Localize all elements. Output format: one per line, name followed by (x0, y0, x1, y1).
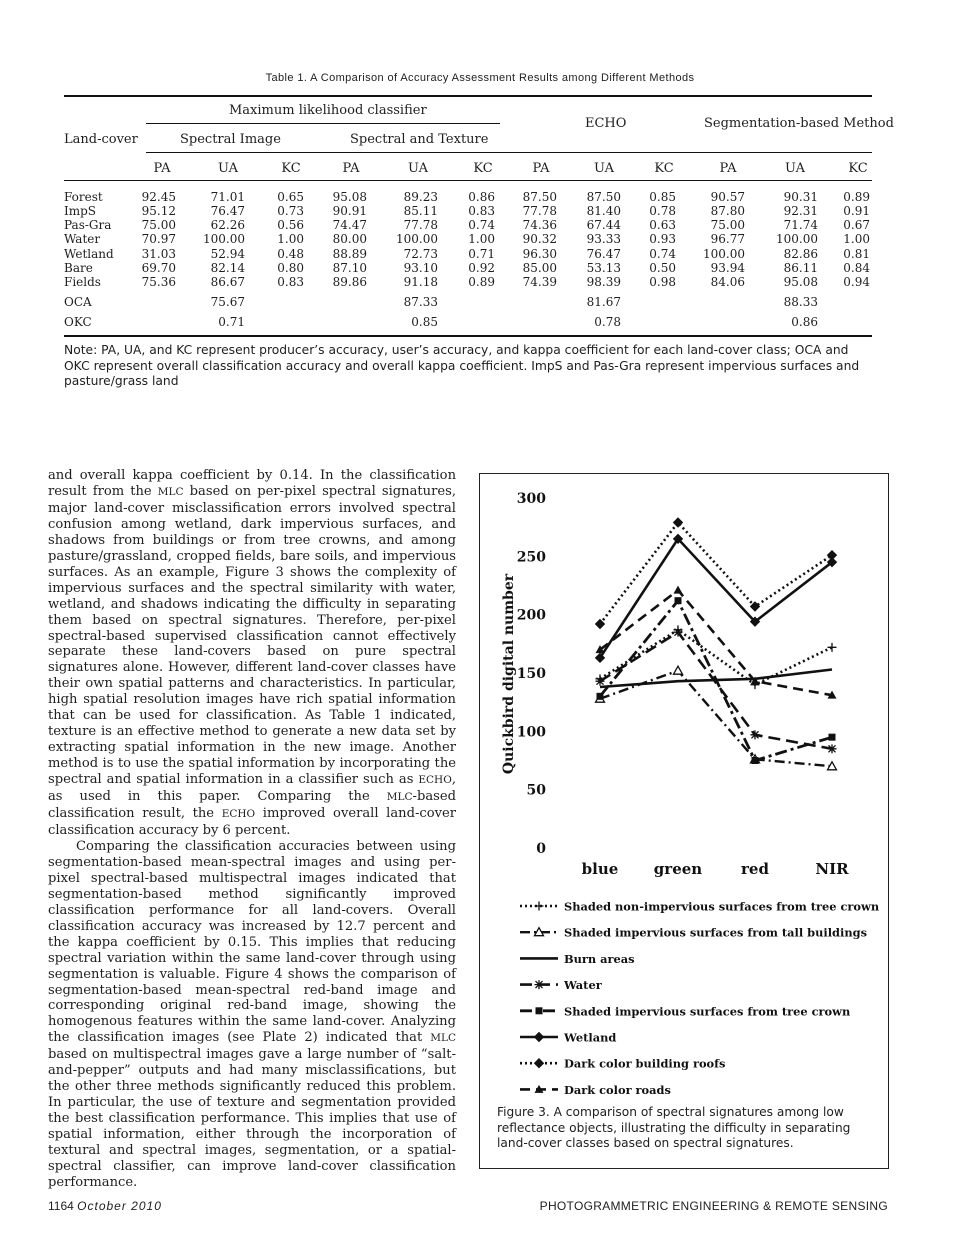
table-cell: 77.78 (522, 204, 557, 218)
table-cell: 90.31 (783, 190, 818, 204)
figure-caption: Figure 3. A comparison of spectral signatures among low reflectance objects, illustrating the difficulty in separating land-cover classes based on spectral signatures. (497, 1105, 851, 1151)
table-note: Note: PA, UA, and KC represent producer’s accuracy, user’s accuracy, and kappa coefficient for each land-cover class; OCA and OKC represent overall classification accuracy and overall kappa coefficient. ImpS and Pas-Gra represent impervious surfaces and pasture/grass land (64, 343, 860, 388)
table-cell: 71.01 (210, 190, 245, 204)
table-cell: 100.00 (203, 232, 245, 246)
page-number: 1164 (48, 1199, 74, 1213)
table-cell: 98.39 (586, 275, 621, 289)
table-cell: 0.86 (468, 190, 495, 204)
table-cell: 87.80 (710, 204, 745, 218)
table-cell: 90.32 (522, 232, 557, 246)
table-cell: 1.00 (843, 232, 870, 246)
table-cell: 82.86 (783, 247, 818, 261)
mlc-rule (146, 123, 500, 124)
table-cell: 75.36 (141, 275, 176, 289)
summary-cell: 75.67 (210, 295, 245, 309)
sub-header-ua-10: UA (785, 161, 805, 176)
table-cell: 0.92 (468, 261, 495, 275)
table-cell: 0.50 (649, 261, 676, 275)
sub-header-kc-2: KC (281, 161, 301, 176)
legend-label: Shaded impervious surfaces from tree crown (564, 1004, 851, 1019)
header-spectral-image: Spectral Image (180, 132, 281, 147)
table-top-rule (64, 95, 872, 97)
summary-cell: 88.33 (783, 295, 818, 309)
table-cell: 0.94 (843, 275, 870, 289)
sub-header-pa-9: PA (719, 161, 737, 176)
table-cell: 91.18 (403, 275, 438, 289)
header-segmentation: Segmentation-based Method (704, 116, 894, 131)
data-point (752, 757, 759, 764)
table-cell: 74.39 (522, 275, 557, 289)
journal-name: PHOTOGRAMMETRIC ENGINEERING & REMOTE SENSING (539, 1199, 888, 1213)
table-cell: 0.89 (843, 190, 870, 204)
table-cell: 90.57 (710, 190, 745, 204)
data-point (674, 518, 683, 527)
legend-marker (536, 1007, 543, 1014)
data-point (828, 744, 837, 753)
spectral-chart (480, 474, 888, 1099)
subheader-bottom-rule (64, 180, 872, 181)
table-cell: 81.40 (586, 204, 621, 218)
table-cell: 93.10 (403, 261, 438, 275)
legend-label: Burn areas (564, 951, 635, 966)
header-echo: ECHO (585, 116, 627, 131)
x-tick-label: red (741, 860, 769, 878)
sub-header-ua-4: UA (408, 161, 428, 176)
y-tick-label: 300 (516, 491, 546, 507)
legend-marker (535, 902, 544, 911)
table-cell: 67.44 (586, 218, 621, 232)
data-point (596, 620, 605, 629)
data-point (829, 734, 836, 741)
table-cell: 0.80 (277, 261, 304, 275)
table-cell: 69.70 (141, 261, 176, 275)
y-tick-label: 0 (536, 841, 546, 857)
table-cell: 82.14 (210, 261, 245, 275)
table-cell: 0.89 (468, 275, 495, 289)
table-cell: 93.94 (710, 261, 745, 275)
data-point (674, 666, 683, 674)
x-tick-label: blue (581, 860, 619, 878)
table-cell: 95.08 (783, 275, 818, 289)
table-cell: 0.83 (468, 204, 495, 218)
table-cell: 86.67 (210, 275, 245, 289)
data-point (675, 597, 682, 604)
table-cell: 74.47 (332, 218, 367, 232)
x-tick-label: NIR (815, 860, 849, 878)
series-line-5 (600, 539, 832, 658)
x-tick-label: green (653, 860, 703, 878)
data-point (596, 677, 605, 686)
row-label: ImpS (64, 204, 97, 218)
data-point (674, 586, 683, 594)
row-label: Water (64, 232, 101, 246)
sub-header-kc-8: KC (654, 161, 674, 176)
table-cell: 89.86 (332, 275, 367, 289)
summary-cell: 81.67 (586, 295, 621, 309)
table-cell: 75.00 (710, 218, 745, 232)
table-cell: 87.50 (586, 190, 621, 204)
table-cell: 0.65 (277, 190, 304, 204)
table-cell: 85.11 (403, 204, 438, 218)
table-cell: 95.12 (141, 204, 176, 218)
table-cell: 76.47 (210, 204, 245, 218)
table-cell: 1.00 (468, 232, 495, 246)
table-cell: 80.00 (332, 232, 367, 246)
y-tick-label: 50 (526, 782, 546, 799)
issue-date: October 2010 (77, 1199, 162, 1213)
body-paragraph-1: and overall kappa coefficient by 0.14. In the classification result from the MLC based on per-pixel spectral signatures, major land-cover misclassification errors involved spectral confusion among wetland, dark impervious surfaces, and shadows from buildings or from tree crowns, and among pasture/grassland, cropped fields, bare soils, and impervious surfaces. As an example, Figure 3 shows the complexity of impervious surfaces and the spectral similarity with water, wetland, and shadows indicating the difficulty in separating them based on spectral signatures. Therefore, per-pixel spectral-based supervised classification cannot effectively separate these land-covers based on pure spectral signatures alone. However, different land-cover classes have their own spatial patterns and characteristics. In particular, high spatial resolution images have rich spatial information that can be used for classification. As Table 1 indicated, texture is an effective method to generate a new data set by extracting spatial information in the new image. Another method is to use the spatial information by incorporating the spectral and spatial information in a classifier such as ECHO, as used in this paper. Comparing the MLC-based classification result, the ECHO improved overall land-cover classification accuracy by 6 percent. (48, 468, 457, 838)
table-cell: 0.84 (843, 261, 870, 275)
data-point (674, 628, 683, 637)
series-line-4 (600, 601, 832, 761)
legend-label: Wetland (564, 1030, 617, 1045)
table-cell: 52.94 (210, 247, 245, 261)
table-bottom-rule (64, 335, 872, 337)
table-cell: 92.45 (141, 190, 176, 204)
table-cell: 74.36 (522, 218, 557, 232)
table-cell: 85.00 (522, 261, 557, 275)
summary-label: OCA (64, 295, 92, 309)
data-point (828, 643, 837, 652)
sub-header-kc-5: KC (473, 161, 493, 176)
table-cell: 0.93 (649, 232, 676, 246)
legend-marker (535, 980, 544, 989)
series-line-6 (600, 523, 832, 625)
table-cell: 89.23 (403, 190, 438, 204)
body-paragraph-2: Comparing the classification accuracies between using segmentation-based mean-spectral images and using per-pixel spectral-based multispectral images indicated that segmentation-based method significantly improved classification performance for all land-covers. Overall classification accuracy was increased by 12.7 percent and the kappa coefficient by 0.15. This implies that reducing spectral variation within the same land-cover through using segmentation is valuable. Figure 4 shows the comparison of segmentation-based mean-spectral red-band image and corresponding original red-band image, showing the homogenous features within the same land-cover. Analyzing the classification images (see Plate 2) indicated that MLC based on multispectral images gave a large number of “salt-and-pepper” outputs and had many misclassifications, but the other three methods significantly reduced this problem. In particular, the use of texture and segmentation provided the best classification performance. This implies that use of spatial information, either through the incorporation of textural and spectral images, segmentation, or a spatial-spectral classifier, can improve land-cover classification performance. (48, 838, 456, 1190)
table-cell: 0.98 (649, 275, 676, 289)
table-cell: 72.73 (403, 247, 438, 261)
y-tick-label: 250 (516, 549, 546, 566)
table-cell: 75.00 (141, 218, 176, 232)
table-cell: 0.73 (277, 204, 304, 218)
y-axis-label: Quickbird digital number (501, 573, 517, 775)
sub-header-pa-0: PA (153, 161, 171, 176)
footer-left (48, 1199, 162, 1213)
table-cell: 93.33 (586, 232, 621, 246)
table-cell: 0.85 (649, 190, 676, 204)
legend-marker (535, 1033, 544, 1042)
legend-label: Dark color roads (564, 1082, 671, 1097)
row-label: Bare (64, 261, 93, 275)
sub-header-ua-7: UA (594, 161, 614, 176)
legend-label: Water (564, 978, 602, 993)
table-cell: 92.31 (783, 204, 818, 218)
row-label: Fields (64, 275, 101, 289)
legend-marker (535, 1059, 544, 1068)
summary-cell: 0.85 (411, 315, 438, 329)
summary-cell: 0.86 (791, 315, 818, 329)
figure-3 (479, 473, 889, 1169)
summary-cell: 0.78 (594, 315, 621, 329)
table-cell: 0.91 (843, 204, 870, 218)
table-cell: 0.78 (649, 204, 676, 218)
table-cell: 95.08 (332, 190, 367, 204)
header-mlc: Maximum likelihood classifier (229, 103, 427, 118)
table-cell: 0.63 (649, 218, 676, 232)
table-cell: 0.83 (277, 275, 304, 289)
table-cell: 31.03 (141, 247, 176, 261)
y-tick-label: 150 (516, 666, 546, 682)
sub-header-pa-6: PA (532, 161, 550, 176)
row-label: Wetland (64, 247, 114, 261)
sub-header-kc-11: KC (848, 161, 868, 176)
summary-cell: 87.33 (403, 295, 438, 309)
table-cell: 0.56 (277, 218, 304, 232)
table-cell: 0.71 (468, 247, 495, 261)
table-cell: 100.00 (703, 247, 745, 261)
table-cell: 1.00 (277, 232, 304, 246)
data-point (751, 730, 760, 739)
table-cell: 53.13 (586, 261, 621, 275)
table-cell: 87.10 (332, 261, 367, 275)
table-cell: 96.77 (710, 232, 745, 246)
body-text (48, 468, 456, 1191)
table-cell: 88.89 (332, 247, 367, 261)
table-cell: 76.47 (586, 247, 621, 261)
table-cell: 0.67 (843, 218, 870, 232)
table-cell: 84.06 (710, 275, 745, 289)
table-cell: 90.91 (332, 204, 367, 218)
summary-label: OKC (64, 315, 92, 329)
legend-label: Shaded non-impervious surfaces from tree crown (564, 899, 880, 914)
table-cell: 0.74 (468, 218, 495, 232)
sub-header-ua-1: UA (218, 161, 238, 176)
table-cell: 70.97 (141, 232, 176, 246)
table-cell: 0.81 (843, 247, 870, 261)
table-cell: 86.11 (783, 261, 818, 275)
row-label: Forest (64, 190, 103, 204)
table-cell: 87.50 (522, 190, 557, 204)
y-tick-label: 100 (516, 724, 546, 741)
legend-label: Shaded impervious surfaces from tall buildings (564, 925, 867, 940)
subheader-rule (146, 152, 872, 153)
header-spectral-texture: Spectral and Texture (350, 132, 489, 147)
table-cell: 0.48 (277, 247, 304, 261)
table-cell: 71.74 (783, 218, 818, 232)
table-cell: 62.26 (210, 218, 245, 232)
table-cell: 100.00 (776, 232, 818, 246)
table-cell: 96.30 (522, 247, 557, 261)
legend-label: Dark color building roofs (564, 1056, 726, 1071)
data-point (597, 693, 604, 700)
row-label: Pas-Gra (64, 218, 112, 232)
table-cell: 77.78 (403, 218, 438, 232)
summary-cell: 0.71 (218, 315, 245, 329)
header-land-cover: Land-cover (64, 132, 138, 147)
table-cell: 0.74 (649, 247, 676, 261)
sub-header-pa-3: PA (342, 161, 360, 176)
table-caption: Table 1. A Comparison of Accuracy Assessment Results among Different Methods (265, 72, 695, 84)
table-cell: 100.00 (396, 232, 438, 246)
y-tick-label: 200 (516, 607, 546, 624)
series-line-3 (600, 632, 832, 749)
